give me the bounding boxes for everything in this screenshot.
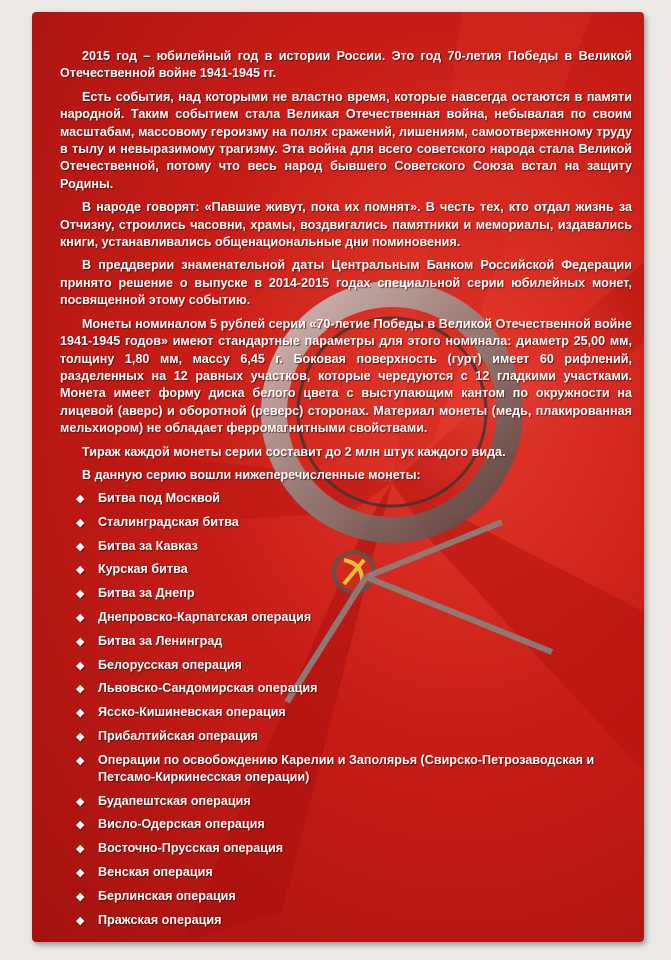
- list-item: ◆ Прибалтийская операция: [76, 728, 616, 745]
- list-item: ◆ Битва под Москвой: [76, 490, 616, 507]
- list-item: ◆ Курская битва: [76, 561, 616, 578]
- bullet-icon: ◆: [76, 564, 85, 577]
- list-item: ◆ Будапештская операция: [76, 793, 616, 810]
- bullet-icon: ◆: [76, 819, 85, 832]
- list-item: ◆ Битва за Ленинград: [76, 633, 616, 650]
- bullet-icon: ◆: [76, 914, 85, 927]
- bullet-icon: ◆: [76, 843, 85, 856]
- list-item: ◆ Сталинградская битва: [76, 514, 616, 531]
- bullet-icon: ◆: [76, 659, 85, 672]
- bullet-icon: ◆: [76, 493, 85, 505]
- bullet-icon: ◆: [76, 683, 85, 696]
- list-item: ◆ Операции по освобождению Карелии и Заполярья (Свирско-Петрозаводская и Петсамо-Киркинесская операции): [76, 752, 595, 784]
- paragraph: Есть события, над которыми не властно время, которые навсегда остаются в памяти народной. Таким событием стала Великая Отечественная война, небывалая по своим масштабам, массовому героизму на полях сражений, лишениям, самоотверженному труду в тылу и невыразимому трагизму. Эта война для всего советского народа стала Великой Отечественной, потому что весь народ бывшего Советского Союза встал на защиту Родины.: [60, 89, 632, 191]
- bullet-icon: ◆: [76, 516, 85, 529]
- list-item: ◆ Белорусская операция: [76, 657, 616, 674]
- list-item: ◆ Днепровско-Карпатская операция: [76, 609, 616, 626]
- bullet-icon: ◆: [76, 588, 85, 601]
- list-item: ◆ Венская операция: [76, 864, 616, 881]
- list-item: ◆ Пражская операция: [76, 912, 616, 929]
- coin-list: [76, 490, 616, 935]
- bullet-icon: ◆: [76, 795, 85, 808]
- list-item: ◆ Восточно-Прусская операция: [76, 840, 616, 857]
- paragraph: В данную серию вошли нижеперечисленные монеты:: [82, 467, 421, 482]
- paragraph: Монеты номиналом 5 рублей серии «70-летие Победы в Великой Отечественной войне 1941-1945 годов» имеют стандартные параметры для этого номинала: диаметр 25,00 мм, толщину 1,80 мм, массу 6,45 г. Боковая поверхность (гурт) имеет 60 рифлений, разделенных на 12 равных участков, которые чередуются с 12 гладкими участками. Монета имеет форму диска белого цвета с выступающим кантом по окружности на лицевой (аверс) и оборотной (реверс) сторонах. Материал монеты (медь, плакированная мельхиором) не обладает ферромагнитными свойствами.: [60, 316, 632, 436]
- bullet-icon: ◆: [76, 707, 85, 720]
- booklet-page: [32, 12, 644, 942]
- bullet-icon: ◆: [76, 866, 85, 879]
- list-item: ◆ Битва за Днепр: [76, 585, 616, 602]
- paragraph: В народе говорят: «Павшие живут, пока их помнят». В честь тех, кто отдал жизнь за Отчизну, строились часовни, храмы, воздвигались памятники и мемориалы, издавались книги, устанавливались общенациональные дни поминовения.: [60, 200, 632, 250]
- paragraph: Тираж каждой монеты серии составит до 2 млн штук каждого вида.: [82, 444, 506, 459]
- paragraph: В преддверии знаменательной даты Центральным Банком Российской Федерации принято решение о выпуске в 2014-2015 годах специальной серии юбилейных монет, посвященной этому событию.: [60, 258, 632, 308]
- list-item: ◆ Львовско-Сандомирская операция: [76, 680, 616, 697]
- bullet-icon: ◆: [76, 635, 85, 648]
- paragraph: 2015 год – юбилейный год в истории России. Это год 70-летия Победы в Великой Отечественной войне 1941-1945 гг.: [60, 49, 632, 81]
- list-item: ◆ Битва за Кавказ: [76, 538, 616, 555]
- bullet-icon: ◆: [76, 611, 85, 624]
- bullet-icon: ◆: [76, 754, 85, 767]
- list-item: ◆ Берлинская операция: [76, 888, 616, 905]
- bullet-icon: ◆: [76, 730, 85, 743]
- bullet-icon: ◆: [76, 890, 85, 903]
- bullet-icon: ◆: [76, 540, 85, 553]
- list-item: ◆ Ясско-Кишиневская операция: [76, 704, 616, 721]
- list-item: ◆ Висло-Одерская операция: [76, 816, 616, 833]
- intro-text: [60, 48, 632, 490]
